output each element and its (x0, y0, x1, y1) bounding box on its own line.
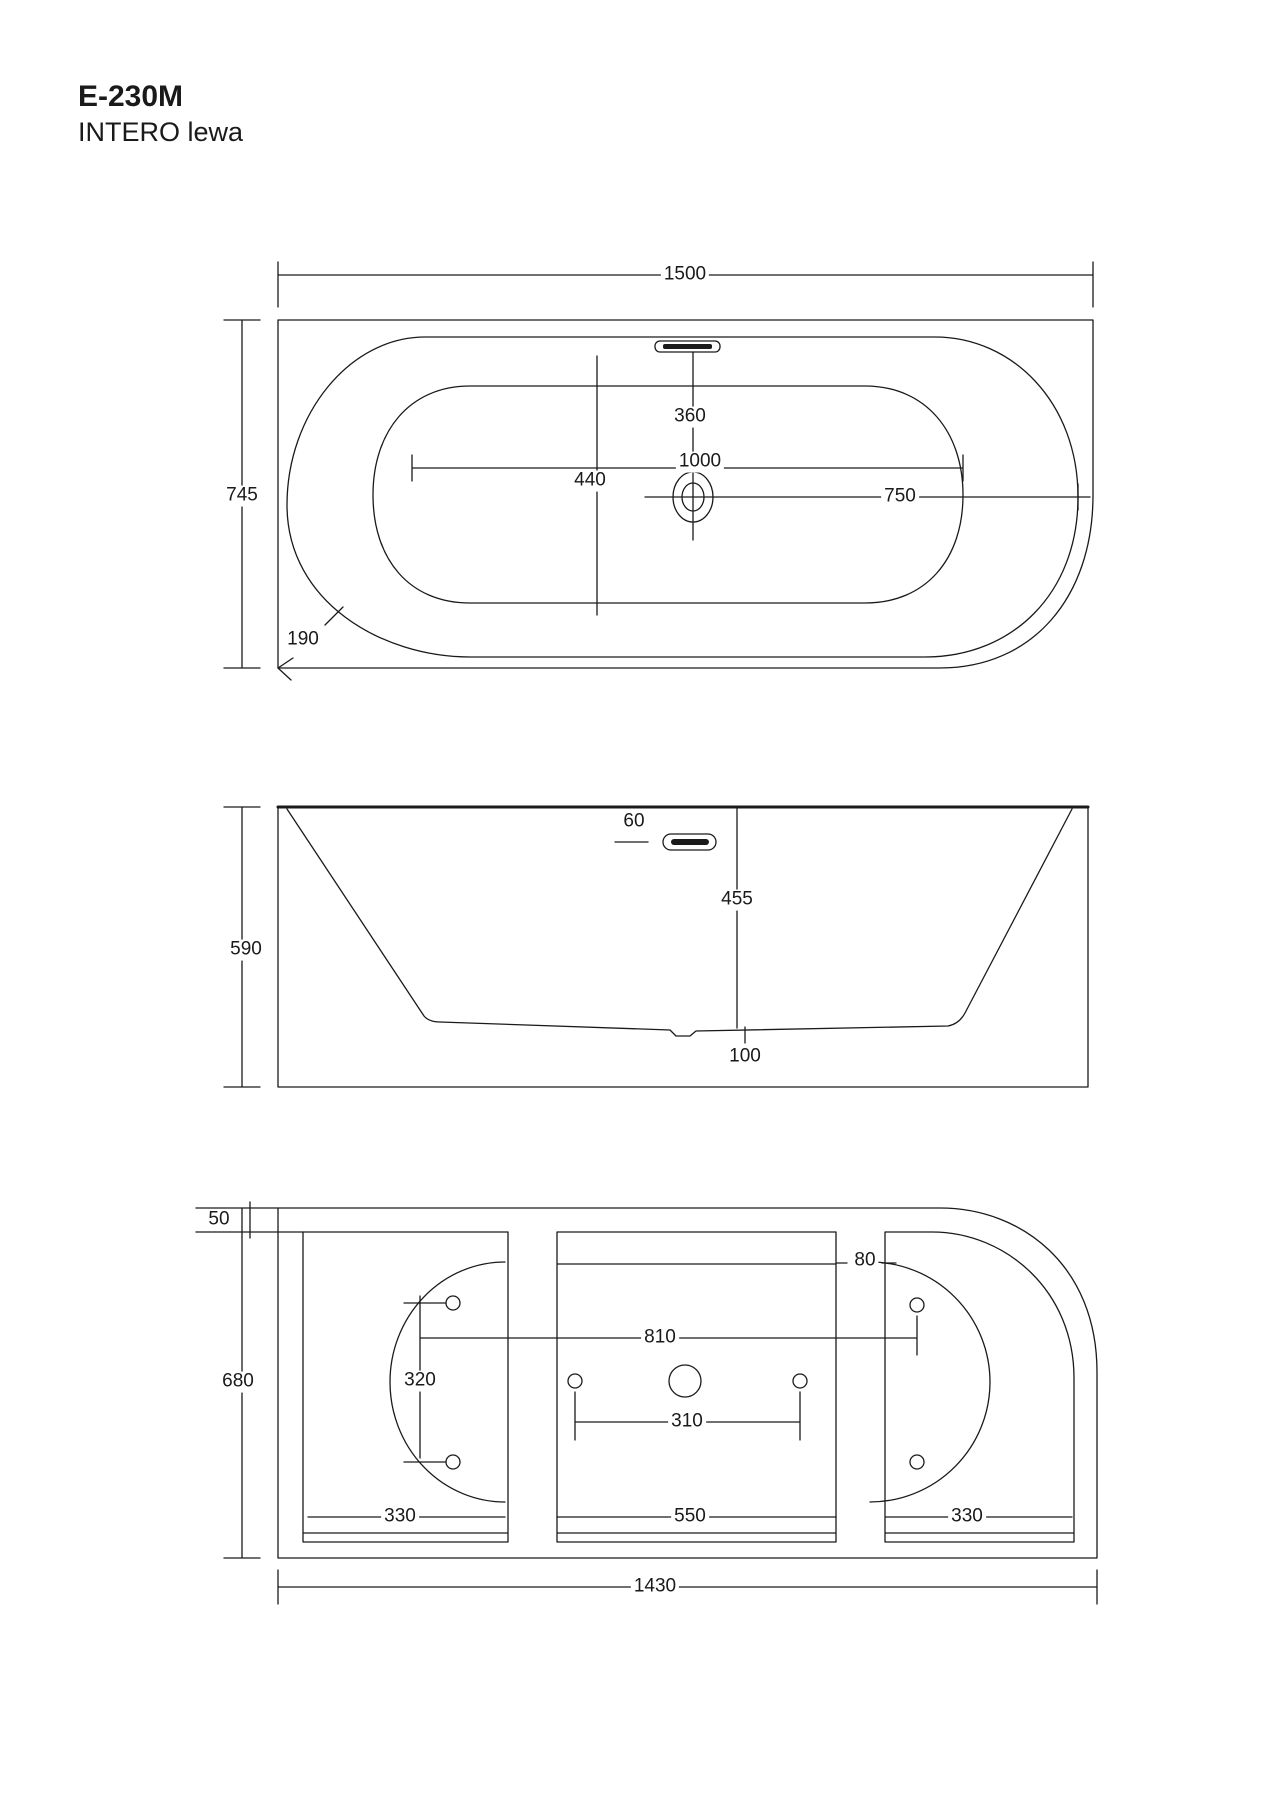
center-pad-outline (557, 1232, 836, 1542)
basin-footprint-right-arc (870, 1262, 990, 1502)
dim-label-flange-width: 80 (851, 1251, 878, 1272)
bottom-drain-hole (669, 1365, 701, 1397)
dim-label-left-pad-width: 330 (381, 1507, 419, 1528)
model-variant: INTERO lewa (78, 116, 244, 147)
dim-1430-lines (278, 1570, 1097, 1604)
side-view-outline (278, 807, 1088, 1087)
bottom-view (196, 1202, 1097, 1604)
corner-arrow-icon (278, 658, 293, 680)
dim-label-overall-depth: 745 (223, 486, 261, 507)
dim-label-base-depth: 680 (219, 1372, 257, 1393)
mount-hole (910, 1298, 924, 1312)
dim-label-overflow-width: 60 (623, 810, 645, 832)
overflow-slot-bar (663, 344, 712, 349)
dim-label-holes-vertical-span: 320 (401, 1371, 439, 1392)
dim-label-overall-width: 1500 (661, 265, 709, 286)
mount-hole (446, 1455, 460, 1469)
dim-label-center-pad-width: 550 (671, 1507, 709, 1528)
mount-hole (793, 1374, 807, 1388)
top-view-outer-outline (278, 320, 1093, 668)
dim-label-depth-to-drain: 455 (718, 890, 756, 911)
dim-label-holes-span: 810 (641, 1328, 679, 1349)
dim-label-center-holes-span: 310 (668, 1412, 706, 1433)
dim-label-drain-to-edge: 750 (881, 487, 919, 508)
dim-label-base-width: 1430 (631, 1577, 679, 1598)
mount-hole (910, 1455, 924, 1469)
dim-190-leader (325, 607, 343, 625)
dim-label-rim-offset: 50 (205, 1210, 232, 1231)
top-view (224, 262, 1093, 680)
side-overflow-slot-bar (671, 839, 709, 845)
top-view-basin-outline (373, 386, 963, 603)
dim-label-drain-from-back: 360 (671, 407, 709, 428)
dim-label-overall-height: 590 (227, 940, 265, 961)
dim-label-basin-width: 440 (571, 471, 609, 492)
dim-label-right-pad-width: 330 (948, 1507, 986, 1528)
dim-label-basin-length: 1000 (676, 452, 724, 473)
mount-hole (568, 1374, 582, 1388)
right-pad-outline (885, 1232, 1074, 1542)
dim-label-corner-radius: 190 (287, 628, 319, 650)
model-number: E-230M (78, 80, 184, 113)
dim-810-lines (404, 1296, 917, 1462)
dim-label-floor-offset: 100 (729, 1045, 761, 1067)
mount-hole (446, 1296, 460, 1310)
side-view (224, 807, 1088, 1087)
